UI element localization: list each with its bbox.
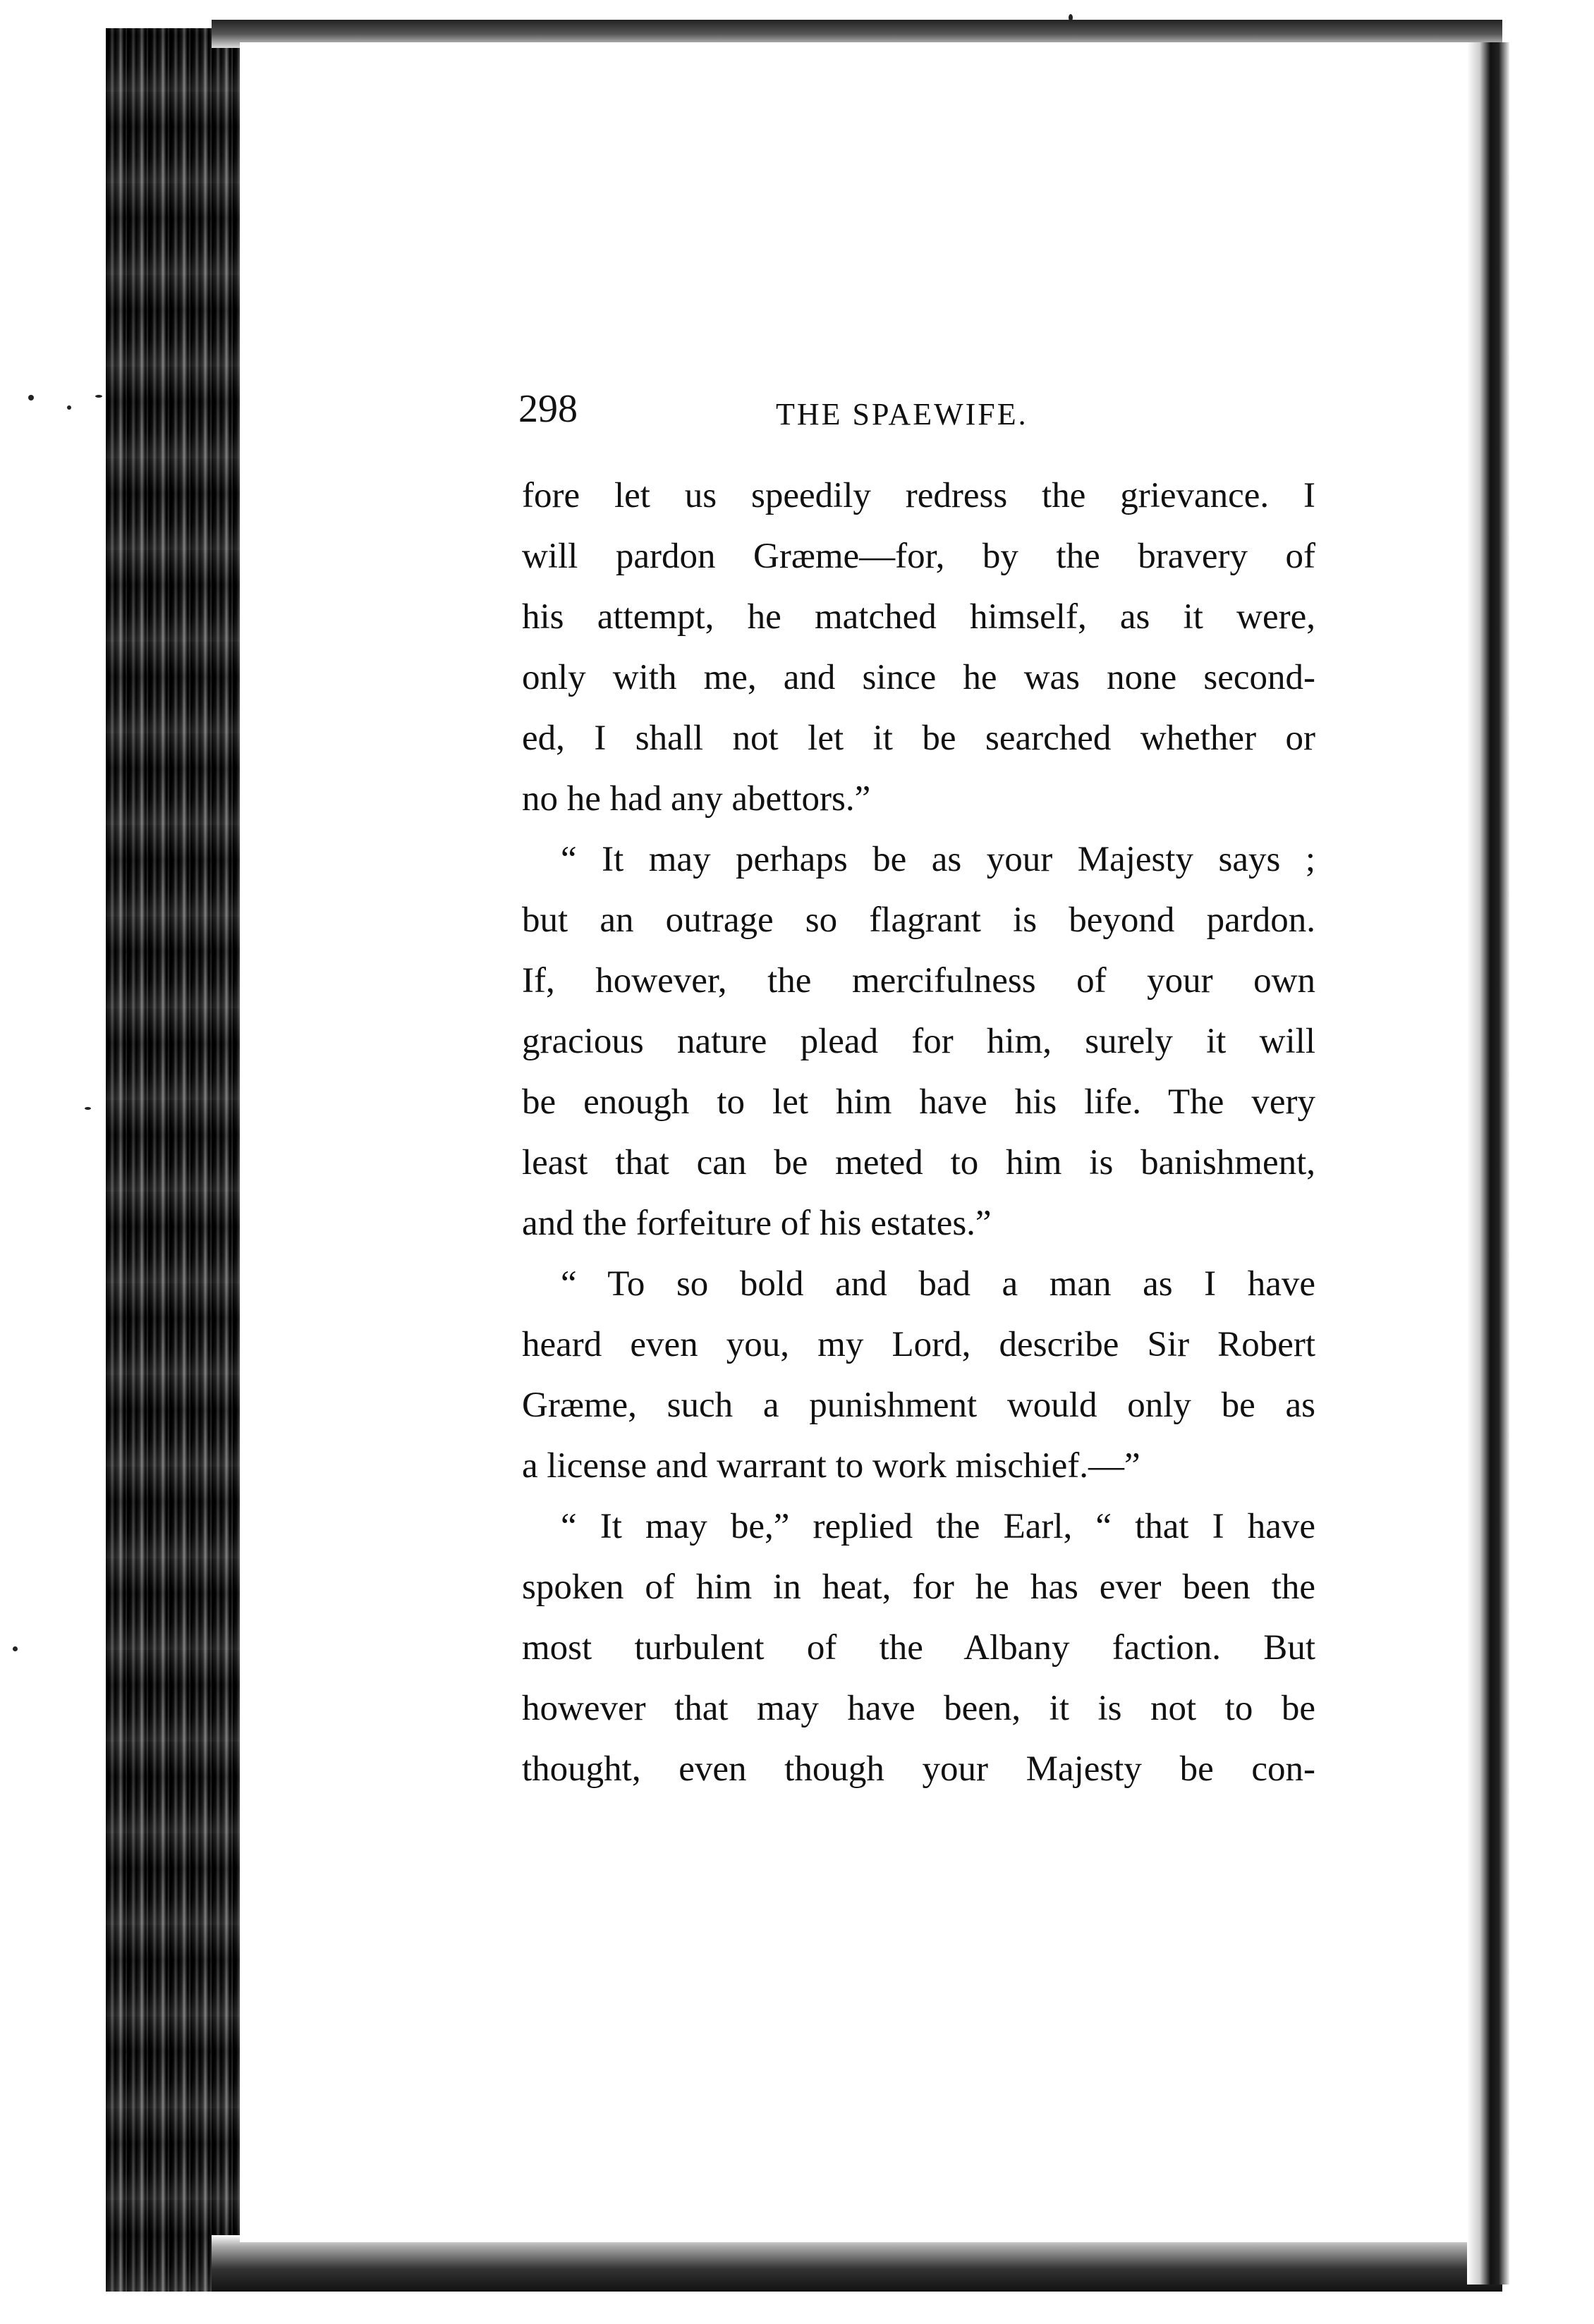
scan-margin-right <box>1509 42 1594 2285</box>
text-line: ed, I shall not let it be searched whether or <box>522 718 1315 758</box>
text-line: however that may have been, it is not to be <box>522 1689 1315 1728</box>
text-line: Græme, such a punishment would only be as <box>522 1386 1315 1425</box>
text-line: fore let us speedily redress the grievance. I <box>522 476 1315 515</box>
text-line: only with me, and since he was none second- <box>522 658 1315 697</box>
text-line: least that can be meted to him is banishment, <box>522 1143 1315 1182</box>
page-number: 298 <box>518 387 578 431</box>
text-line: “ To so bold and bad a man as I have <box>561 1264 1315 1304</box>
text-line: his attempt, he matched himself, as it were, <box>522 597 1315 637</box>
text-line: gracious nature plead for him, surely it will <box>522 1022 1315 1061</box>
text-line: “ It may be,” replied the Earl, “ that I have <box>561 1507 1315 1546</box>
text-line: be enough to let him have his life. The very <box>522 1082 1315 1122</box>
text-line: most turbulent of the Albany faction. But <box>522 1628 1315 1668</box>
text-line: a license and warrant to work mischief.—” <box>522 1446 1140 1486</box>
running-head <box>518 381 1322 437</box>
text-line: heard even you, my Lord, describe Sir Robert <box>522 1325 1315 1364</box>
text-line: “ It may perhaps be as your Majesty says ; <box>561 840 1315 879</box>
text-line: no he had any abettors.” <box>522 779 871 819</box>
text-line: but an outrage so flagrant is beyond pardon. <box>522 900 1315 940</box>
page-edge-bottom <box>212 2235 1502 2292</box>
running-title: THE SPAEWIFE. <box>776 397 1028 432</box>
text-line: spoken of him in heat, for he has ever been the <box>522 1567 1315 1607</box>
text-line: will pardon Græme—for, by the bravery of <box>522 537 1315 576</box>
text-line: thought, even though your Majesty be con- <box>522 1749 1315 1789</box>
book-binding-right <box>1467 42 1509 2285</box>
text-line: and the forfeiture of his estates.” <box>522 1204 992 1243</box>
scan-margin-left <box>0 0 113 2324</box>
text-line: If, however, the mercifulness of your own <box>522 961 1315 1001</box>
body-text <box>522 465 1315 1799</box>
